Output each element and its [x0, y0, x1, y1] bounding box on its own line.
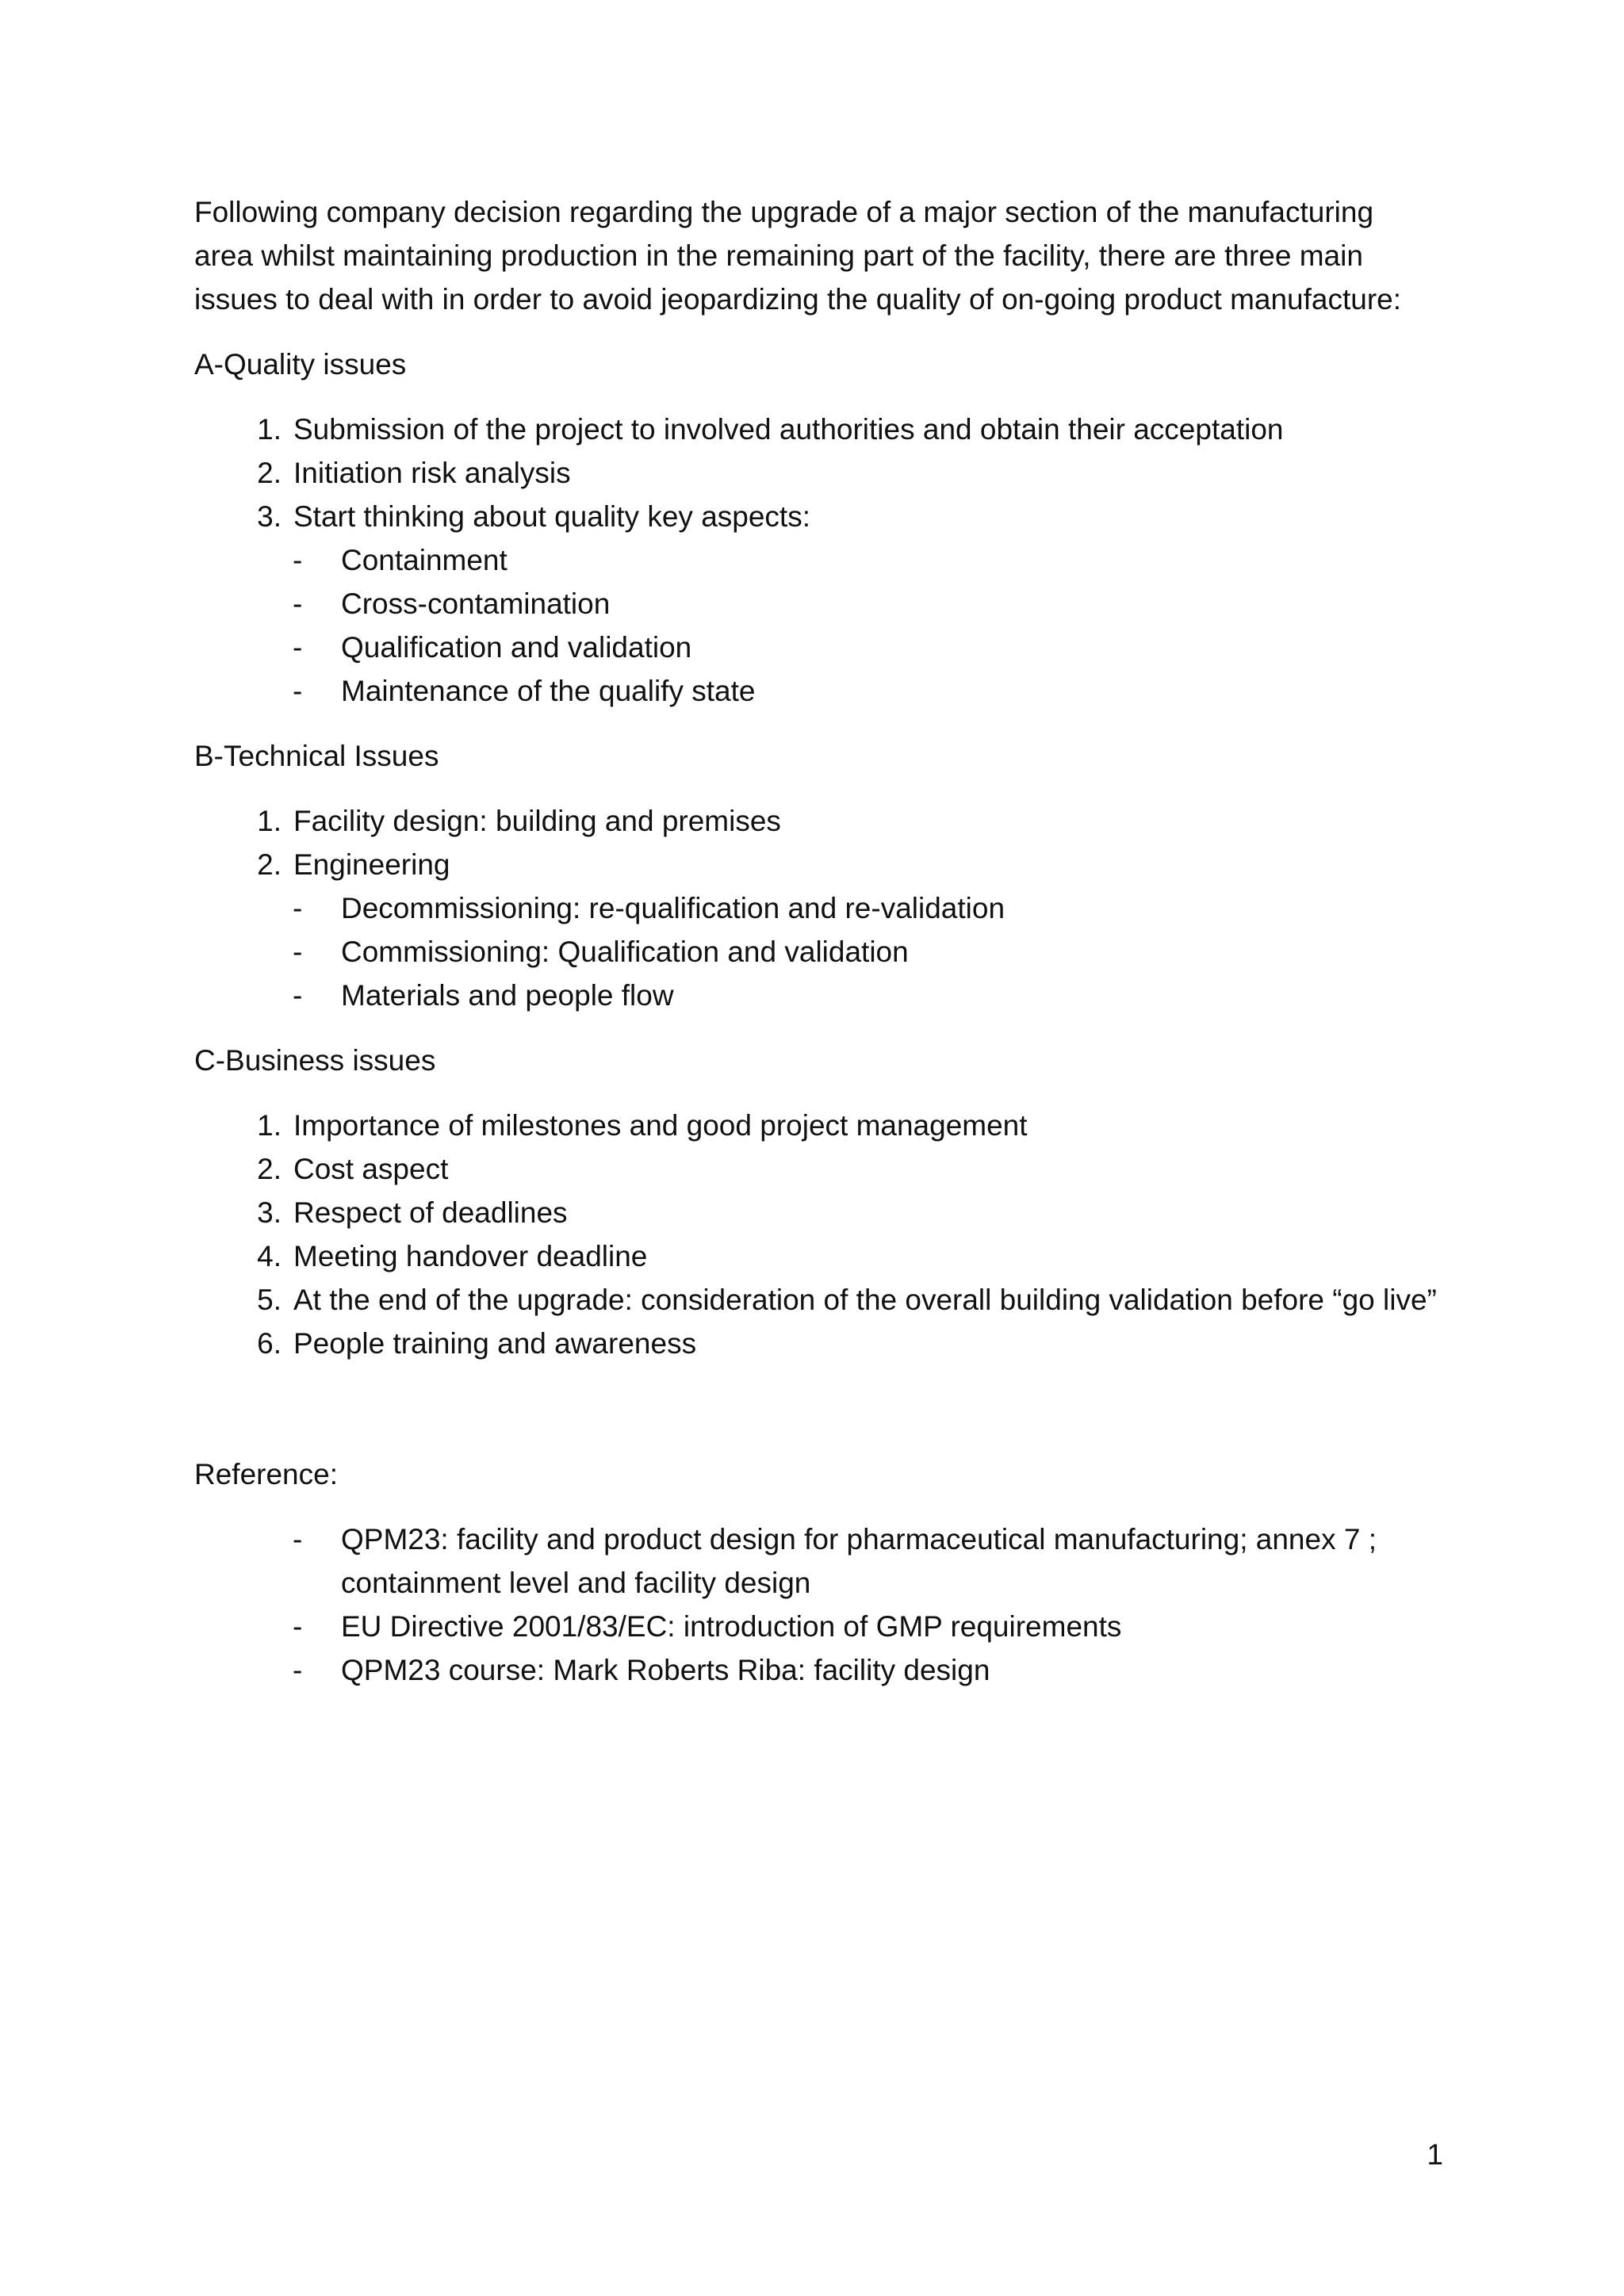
reference-item-text: QPM23 course: Mark Roberts Riba: facility design [341, 1654, 990, 1686]
sub-list-item [194, 538, 1439, 582]
list-number: 2. [257, 1153, 282, 1185]
page-number: 1 [1427, 2138, 1443, 2171]
dash-bullet: - [293, 587, 303, 620]
dash-bullet: - [293, 675, 303, 707]
sub-list-item [194, 669, 1439, 713]
reference-section [194, 1452, 1439, 1692]
list-number: 2. [257, 848, 282, 881]
list-item-text: Facility design: building and premises [293, 805, 781, 837]
sub-list-item-text: Commissioning: Qualification and validation [341, 936, 909, 968]
list-item [194, 1278, 1439, 1322]
sub-list-item-text: Cross-contamination [341, 587, 611, 620]
vertical-spacer [194, 1365, 1439, 1452]
list-item [194, 1322, 1439, 1365]
list-item [194, 1147, 1439, 1191]
list-item-text: Submission of the project to involved authorities and obtain their acceptation [293, 413, 1284, 446]
list-item-text: Start thinking about quality key aspects: [293, 500, 810, 533]
reference-item-text: QPM23: facility and product design for pharmaceutical manufacturing; annex 7 ; containment level and facility design [341, 1523, 1377, 1599]
sub-list-item-text: Maintenance of the qualify state [341, 675, 756, 707]
list-number: 1. [257, 805, 282, 837]
dash-bullet: - [293, 979, 303, 1012]
intro-paragraph: Following company decision regarding the upgrade of a major section of the manufacturing area whilst maintaining production in the remaining part of the facility, there are three main issues to deal with in order to avoid jeopardizing the quality of on-going product manufacture: [194, 196, 1402, 316]
sub-list-item-text: Containment [341, 544, 508, 576]
reference-item-text: EU Directive 2001/83/EC: introduction of GMP requirements [341, 1610, 1122, 1643]
list-number: 3. [257, 500, 282, 533]
list-item [194, 1104, 1439, 1147]
dash-bullet: - [293, 544, 303, 576]
section-heading: B-Technical Issues [194, 740, 439, 772]
numbered-list [194, 408, 1439, 713]
section-heading: C-Business issues [194, 1044, 436, 1077]
sub-list-item-text: Materials and people flow [341, 979, 674, 1012]
sub-list-item [194, 626, 1439, 669]
list-item [194, 799, 1439, 843]
list-item [194, 1191, 1439, 1234]
list-item-text: Importance of milestones and good project management [293, 1109, 1028, 1142]
list-number: 3. [257, 1196, 282, 1229]
sub-list-item [194, 886, 1439, 930]
sub-list-item [194, 582, 1439, 626]
section-business-issues [194, 1039, 1439, 1365]
section-quality-issues [194, 342, 1439, 713]
list-item [194, 843, 1439, 1017]
list-item-text: People training and awareness [293, 1327, 697, 1360]
reference-item [194, 1605, 1439, 1648]
list-number: 6. [257, 1327, 282, 1360]
dash-bullet: - [293, 1523, 303, 1556]
reference-heading: Reference: [194, 1458, 338, 1490]
list-item [194, 408, 1439, 451]
document-body [194, 190, 1439, 1692]
sub-list [293, 886, 1439, 1017]
list-item-text: Meeting handover deadline [293, 1240, 648, 1272]
section-heading: A-Quality issues [194, 348, 407, 381]
reference-list [194, 1517, 1439, 1692]
list-item-text: Initiation risk analysis [293, 457, 571, 489]
reference-item [194, 1648, 1439, 1692]
list-number: 1. [257, 413, 282, 446]
numbered-list [194, 799, 1439, 1017]
numbered-list [194, 1104, 1439, 1365]
list-item [194, 495, 1439, 713]
sub-list-item [194, 974, 1439, 1017]
list-number: 2. [257, 457, 282, 489]
dash-bullet: - [293, 631, 303, 664]
list-item-text: Cost aspect [293, 1153, 449, 1185]
sub-list [293, 538, 1439, 713]
sub-list-item [194, 930, 1439, 974]
list-item-text: Respect of deadlines [293, 1196, 568, 1229]
sub-list-item-text: Qualification and validation [341, 631, 692, 664]
list-number: 4. [257, 1240, 282, 1272]
dash-bullet: - [293, 892, 303, 924]
list-item-text: Engineering [293, 848, 450, 881]
dash-bullet: - [293, 936, 303, 968]
dash-bullet: - [293, 1610, 303, 1643]
dash-bullet: - [293, 1654, 303, 1686]
list-item [194, 1234, 1439, 1278]
list-number: 5. [257, 1284, 282, 1316]
reference-item [194, 1517, 1439, 1605]
list-item [194, 451, 1439, 495]
list-item-text: At the end of the upgrade: consideration of the overall building validation before “go live” [293, 1284, 1437, 1316]
section-technical-issues [194, 734, 1439, 1017]
list-number: 1. [257, 1109, 282, 1142]
sub-list-item-text: Decommissioning: re-qualification and re-validation [341, 892, 1005, 924]
